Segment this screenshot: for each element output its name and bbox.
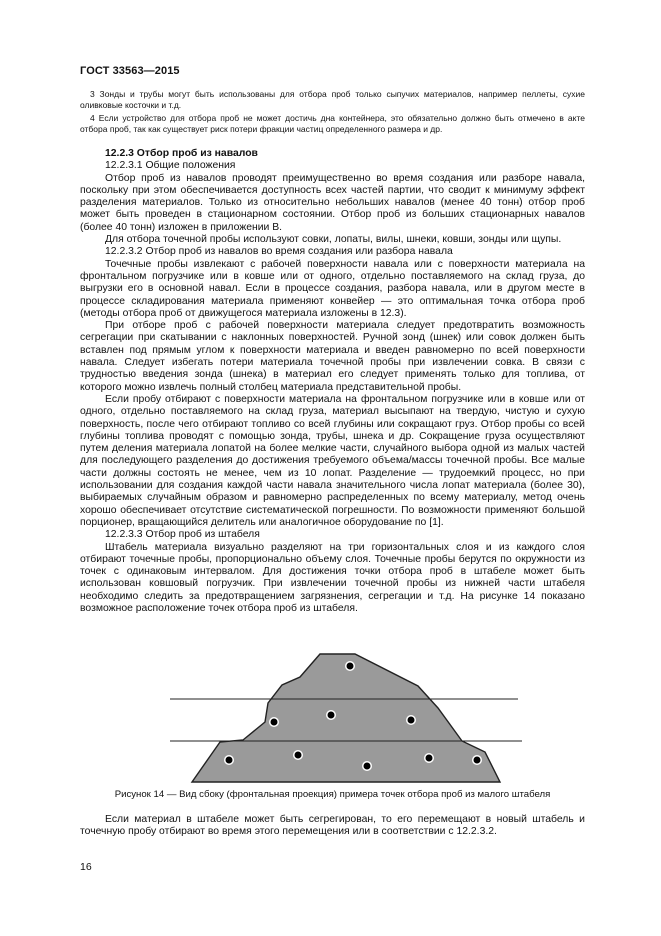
- stockpile-shape: [192, 654, 500, 782]
- sampling-point: [406, 715, 416, 725]
- paragraph-2: Для отбора точечной пробы используют совки, лопаты, вилы, шнеки, ковши, зонды или щупы.: [105, 234, 562, 246]
- section-heading: 12.2.3 Отбор проб из навалов: [105, 148, 258, 159]
- subsection-title-2: 12.2.3.2 Отбор проб из навалов во время создания или разбора навала: [105, 246, 453, 258]
- paragraph-3: Точечные пробы извлекают с рабочей поверхности навала или с поверхности материала на фронтальном погрузчике или в ковше или от одного, отдельно поставляемого на склад груза, до выгрузки его в основной навал. Если в процессе создания, разбора навала, или в другом месте в процессе складирования материала применяют конвейер — это оптимальная точка отбора проб (методы отбора проб от движущегося материала изложены в 12.3).: [80, 258, 585, 319]
- subsection-title-1: 12.2.3.1 Общие положения: [105, 160, 236, 172]
- document-header: ГОСТ 33563—2015: [80, 65, 180, 77]
- note-4: 4 Если устройство для отбора проб не может достичь дна контейнера, это обязательно должно быть отмечено в акте отбора проб, так как существует риск потери фракции частиц определенного размера и др.: [80, 113, 585, 134]
- paragraph-5: Если пробу отбирают с поверхности материала на фронтальном погрузчике или в ковше или от одного, отдельно поставляемого на склад груза, материал высыпают на твердую, чистую и сухую поверхность, после чего отбирают топливо со всей глубины или сокращают груз. Отбор пробы со всей глубины топлива проводят с помощью зонда, трубы, шнека и др. Сокращение груза осуществляют путем деления материала лопатой на более мелкие части, случайного выбора одной из малых частей для последующего разделения до достижения требуемого объема/массы точечной пробы. Все малые части должны состоять не менее, чем из 10 лопат. Разделение — трудоемкий процесс, но при использовании для создания каждой части навала значительного числа лопат материала (более 30), выбираемых случайным образом и равномерно распределенных по всему материалу, метод очень хорошо обеспечивает отсутствие систематической погрешности. По возможности применяют большой порционер, вращающийся делитель или аналогичное оборудование по [1].: [80, 393, 585, 528]
- sampling-point: [326, 710, 336, 720]
- figure-caption: Рисунок 14 — Вид сбоку (фронтальная проекция) примера точек отбора проб из малого штабеля: [114, 789, 551, 800]
- subsection-title-3: 12.2.3.3 Отбор проб из штабеля: [105, 529, 260, 541]
- paragraph-4: При отборе проб с рабочей поверхности материала следует предотвратить возможность сегрегации при скатывании с наклонных поверхностей. Ручной зонд (шнек) или совок должен быть вставлен под прямым углом к поверхности материала и введен равномерно по всей поверхности навала. Следует избегать потери материала точечной пробы при извлечении совка. В связи с трудностью введения зонда (шнека) в материал его следует применять только для топлива, от которого можно извлечь полный столбец материала представительной пробы.: [80, 320, 585, 393]
- page-number: 16: [80, 861, 92, 873]
- sampling-point: [472, 755, 482, 765]
- sampling-point: [345, 661, 355, 671]
- paragraph-6: Штабель материала визуально разделяют на три горизонтальных слоя и из каждого слоя отбирают точечные пробы, пропорционально объему слоя. Точечные пробы берутся по окружности из точек с одинаковым интервалом. Для достижения точки отбора проб в штабеле может быть использован ковшовый погрузчик. При извлечении точечной пробы из нижней части штабеля необходимо следить за предотвращением загрязнения, сегрегации и т.д. На рисунке 14 показано возможное расположение точек отбора проб из штабеля.: [80, 541, 585, 614]
- paragraph-1: Отбор проб из навалов проводят преимущественно во время создания или разборе навала, поскольку при этом обеспечивается доступность всех частей партии, что сводит к минимуму эффект разделения материалов. Только из относительно небольших навалов (менее 40 тонн) отбор проб может быть проведен в стационарном состоянии. Отбор проб из больших стационарных навалов (более 40 тонн) изложен в приложении В.: [80, 172, 585, 233]
- sampling-point: [269, 717, 279, 727]
- sampling-point: [293, 750, 303, 760]
- note-3: 3 Зонды и трубы могут быть использованы для отбора проб только сыпучих материалов, например пеллеты, сухие оливковые косточки и т.д.: [80, 89, 585, 110]
- sampling-point: [424, 753, 434, 763]
- closing-body: [80, 814, 585, 839]
- sampling-point: [224, 755, 234, 765]
- sampling-point: [362, 761, 372, 771]
- section-body: [80, 148, 585, 615]
- stockpile-figure: [170, 649, 530, 785]
- paragraph-7: Если материал в штабеле может быть сегрегирован, то его перемещают в новый штабель и точечную пробу отбирают во время этого перемещения или в соответствии с 12.2.3.2.: [80, 814, 585, 838]
